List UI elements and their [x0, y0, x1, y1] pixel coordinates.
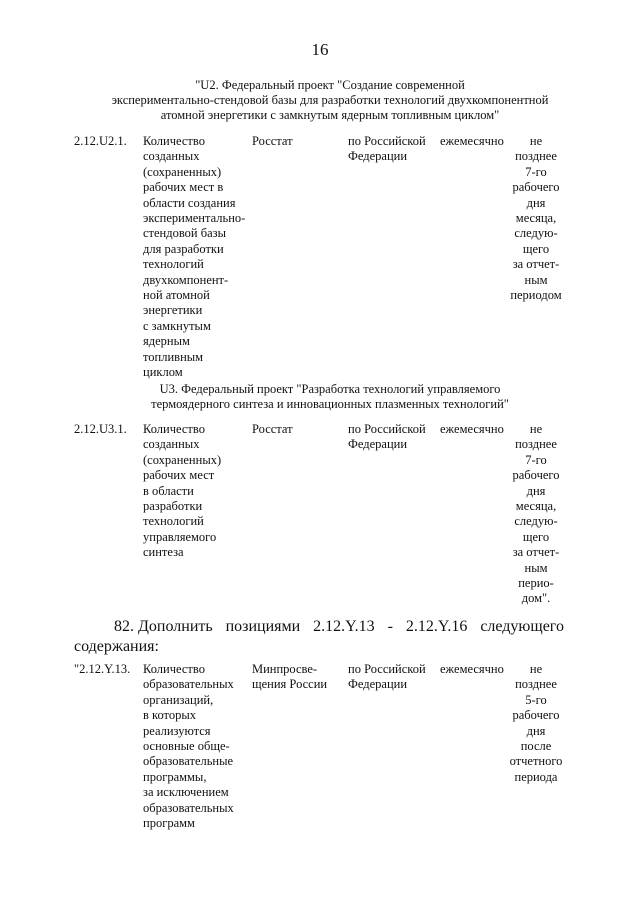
- page-number: 16: [311, 40, 329, 59]
- paragraph-word: позициями: [225, 618, 301, 635]
- paragraph-line-1: [74, 617, 564, 637]
- row-code: 2.12.U3.1.: [74, 422, 127, 436]
- row-name: Количество созданных (сохраненных) рабочих мест в области создания экспериментально- стендовой базы для разработки технологий двухкомпонент- ной атомной энергетики с замкнутым ядерным топливным циклом: [143, 134, 246, 380]
- row-source: Минпросве- щения России: [252, 662, 328, 692]
- paragraph-word: следующего: [480, 618, 564, 635]
- row-name: Количество образовательных организаций, в которых реализуются основные обще- образовательные программы, за исключением образовательных программ: [143, 662, 234, 831]
- paragraph-word: 2.12.Y.16: [405, 618, 468, 635]
- row-code: 2.12.U2.1.: [74, 134, 127, 148]
- row-period: ежемесячно: [440, 662, 504, 676]
- row-term: не позднее 5-го рабочего дня после отчетного периода: [509, 662, 563, 784]
- amendment-paragraph: [74, 617, 564, 657]
- row-code: "2.12.Y.13.: [74, 662, 131, 676]
- paragraph-word: -: [387, 618, 393, 635]
- row-level: по Российской Федерации: [348, 422, 426, 452]
- row-level: по Российской Федерации: [348, 134, 426, 164]
- row-period: ежемесячно: [440, 422, 504, 436]
- section-heading-u2: "U2. Федеральный проект "Создание современной экспериментально-стендовой базы для разработки технологий двухкомпонентной атомной энергетики с замкнутым ядерным топливным циклом": [111, 78, 549, 122]
- paragraph-word: 82. Дополнить: [114, 618, 213, 635]
- row-name: Количество созданных (сохраненных) рабочих мест в области разработки технологий управляемого синтеза: [143, 422, 222, 560]
- row-level: по Российской Федерации: [348, 662, 426, 692]
- row-term: не позднее 7-го рабочего дня месяца, следую- щего за отчет- ным перио- дом".: [512, 422, 560, 606]
- row-source: Росстат: [252, 134, 293, 148]
- row-source: Росстат: [252, 422, 293, 436]
- paragraph-line-2: содержания:: [74, 638, 159, 655]
- paragraph-word: 2.12.Y.13: [313, 618, 375, 635]
- section-heading-u3: U3. Федеральный проект "Разработка технологий управляемого термоядерного синтеза и инновационных плазменных технологий": [151, 382, 509, 411]
- row-term: не позднее 7-го рабочего дня месяца, следую- щего за отчет- ным периодом: [510, 134, 562, 303]
- row-period: ежемесячно: [440, 134, 504, 148]
